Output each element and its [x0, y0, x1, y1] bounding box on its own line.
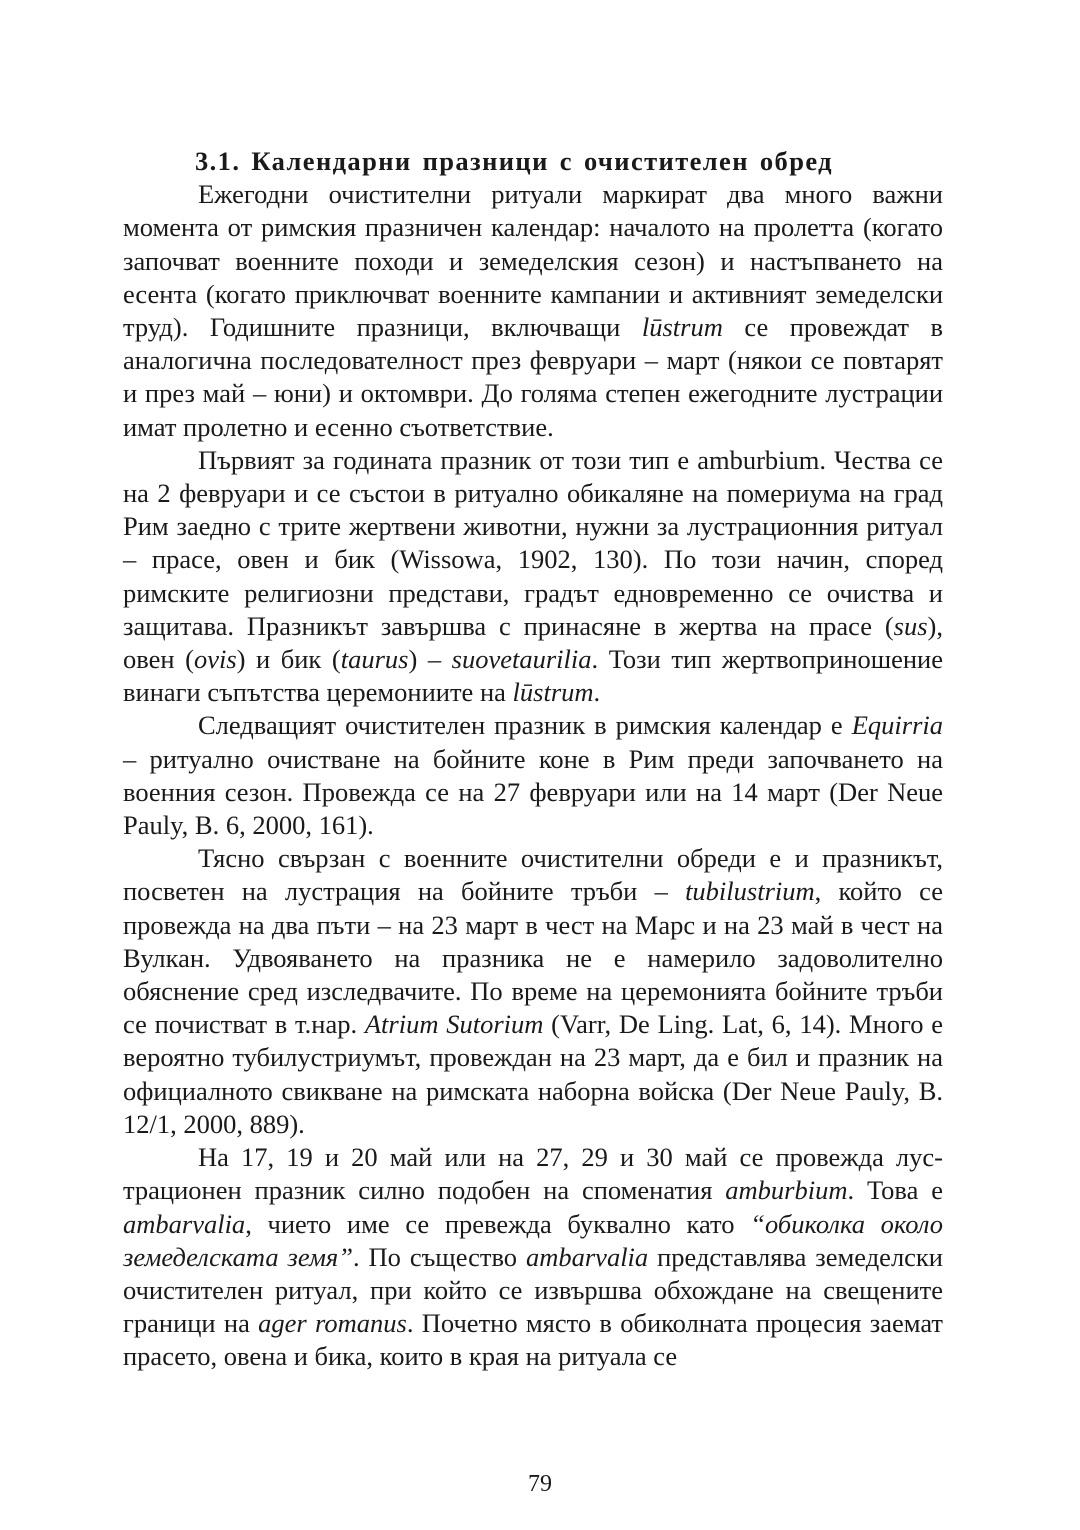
- italic-term: Atrium Sutorium: [364, 1009, 544, 1040]
- italic-term: ambarvalia: [123, 1208, 246, 1239]
- text-run: . Почетно място в обиколната процесия заемат прасето, овена и бика, които в края на ритуала се: [123, 1308, 943, 1372]
- text-run: Следващият очистителен празник в римския календар е: [198, 710, 852, 741]
- italic-term: Equirria: [851, 710, 943, 741]
- italic-term: lūstrum: [641, 312, 723, 343]
- paragraph-2: [123, 444, 943, 710]
- text-run: , който се провежда на два пъти – на 23 март в чест на Марс и на 23 май в чест на Вулкан. Удвояването на празника не е намерило задоволително обяснение сред изследвачите. По време на церемонията бойните тръби се почистват в т.нар.: [123, 876, 944, 1040]
- paragraph-4: [123, 842, 943, 1141]
- text-run: Тясно свързан с военните очистителни обреди е и празникът, посветен на лустрация на бойните тръби –: [123, 843, 943, 907]
- text-run: (Varr, De Ling. Lat, 6, 14). Много е вероятно тубилустриумът, провеждан на 23 март, да е бил и празник на официалното свикване на римската наборна войска (Der Neue Pauly, B. 12/1, 2000, 889).: [123, 1009, 943, 1139]
- section-heading: 3.1. Календарни празници с очистителен обред: [195, 146, 833, 176]
- text-run: ) и бик (: [236, 644, 341, 675]
- text-run: , чието име се превежда буквално като: [245, 1208, 751, 1239]
- text-run: . Този тип жертвоприношение винаги съпътства церемониите на: [123, 644, 943, 708]
- italic-term: ambarvalia: [525, 1241, 649, 1272]
- text-run: Първият за годината празник от този тип е amburbium. Чества се на 2 февруари и се състои в ритуално обикаляне на помериума на град Рим заедно с трите жертвени животни, нужни за лустрационния ритуал – прасе, овен и бик (Wissowa, 1902, 130). По този начин, според римските религиозни представи, градът едновременно се очиства и защитава. Празникът завършва с принасяне в жертва на прасе (: [123, 444, 943, 641]
- text-run: – ритуално очистване на бойните коне в Рим преди започването на военния сезон. Провежда се на 27 февруари или на 14 март (Der Neue Pauly, B. 6, 2000, 161).: [123, 743, 943, 841]
- italic-term: ager romanus: [258, 1308, 407, 1339]
- text-run: ), овен (: [123, 610, 943, 675]
- text-run: .: [593, 677, 601, 708]
- text-run: се провеждат в аналогична последователност през февруари – март (някои се повтарят и през май – юни) и октомври. До голяма степен ежегодните лустрации имат пролетно и есенно съответствие.: [123, 312, 943, 442]
- paragraph-1: [123, 178, 943, 444]
- italic-term: lūstrum: [512, 677, 594, 708]
- text-run: ) –: [408, 644, 452, 675]
- text-run: представлява земеделски очистителен ритуал, при който се извършва обхождане на свещените граници на: [123, 1241, 943, 1339]
- italic-term: suovetaurilia: [451, 644, 592, 675]
- italic-term: ovis: [193, 644, 237, 675]
- paragraph-3: [123, 709, 943, 842]
- italic-term: sus: [893, 610, 928, 641]
- body-text: [123, 145, 943, 1374]
- paragraph-5: [123, 1141, 943, 1373]
- italic-term: tubilustrium: [685, 876, 815, 907]
- italic-term: “обиколка около земеделската земя”: [123, 1208, 944, 1272]
- text-run: Ежегодни очистителни ритуали маркират два много важни момента от римския празничен календар: началото на пролетта (когато започват военните походи и земеделския сезон) и настъпването на есента (когато приключват военните кампании и активният земеделски труд). Годишните празници, включващи: [123, 179, 943, 343]
- text-run: . По същество: [352, 1241, 526, 1272]
- page-number: 79: [528, 1471, 552, 1497]
- italic-term: amburbium: [725, 1175, 848, 1206]
- text-run: На 17, 19 и 20 май или на 27, 29 и 30 май се провежда лустрационен празник силно подобен на споменатия: [123, 1142, 943, 1206]
- text-run: . Това е: [847, 1175, 943, 1206]
- italic-term: taurus: [340, 644, 409, 675]
